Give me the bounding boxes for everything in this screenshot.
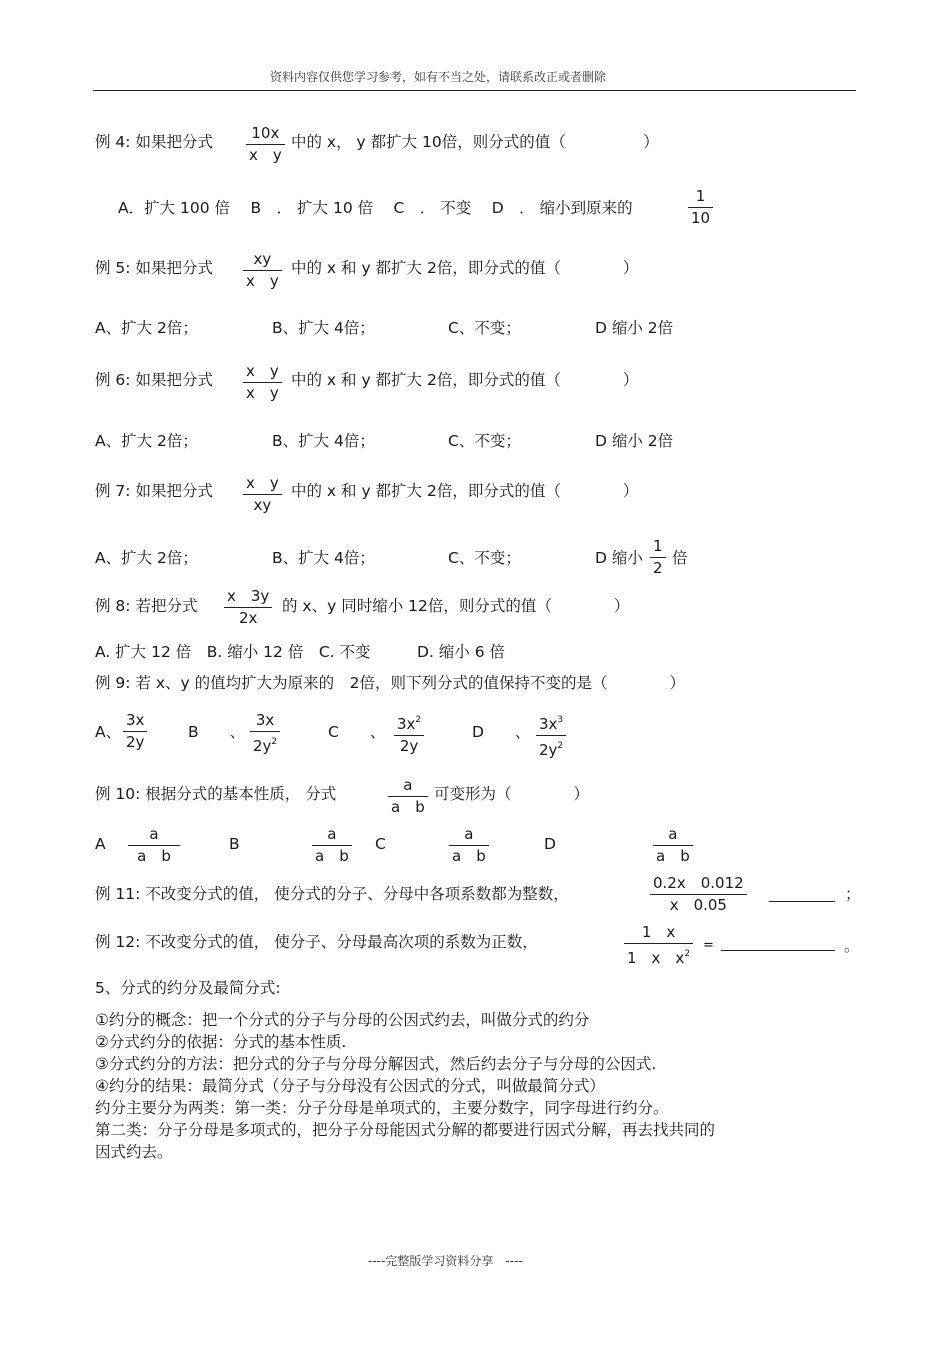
page-header: 资料内容仅供您学习参考，如有不当之处，请联系改正或者删除 — [270, 70, 607, 84]
ex5-fraction: xy x y — [243, 250, 282, 291]
ex4-prefix: 例 4: 如果把分式 — [95, 133, 213, 151]
ex5-option-b: B、扩大 4倍； — [272, 319, 375, 337]
ex10-label-c: C — [375, 835, 386, 853]
section5-line-2: ②分式约分的依据：分式的基本性质. — [95, 1033, 347, 1051]
ex4-suffix: 中的 x， y 都扩大 10倍，则分式的值（ ） — [291, 133, 659, 151]
ex6-option-d: D 缩小 2倍 — [595, 432, 674, 450]
ex10-label-b: B — [229, 835, 240, 853]
ex7-option-a: A、扩大 2倍； — [95, 549, 198, 567]
ex10-fraction: a a b — [388, 776, 428, 817]
ex6-fraction: x y x y — [243, 362, 282, 403]
ex10-option-d-fraction: a a b — [653, 825, 693, 866]
ex5-option-d: D 缩小 2倍 — [595, 319, 674, 337]
section5-line-7: 因式约去。 — [95, 1143, 173, 1161]
ex10-suffix: 可变形为（ ） — [434, 785, 590, 803]
section5-line-1: ①约分的概念：把一个分式的分子与分母的公因式约去，叫做分式的约分 — [95, 1011, 590, 1029]
ex9-text: 例 9: 若 x、y 的值均扩大为原来的 2倍，则下列分式的值保持不变的是（ ） — [95, 674, 686, 692]
ex12-text: 例 12: 不改变分式的值， 使分子、分母最高次项的系数为正数， — [95, 933, 538, 951]
ex5-option-c: C、不变； — [448, 319, 521, 337]
ex11-answer-blank — [769, 901, 835, 902]
ex10-option-a-fraction: a a b — [128, 825, 180, 866]
ex9-option-c-fraction: $3x^2$ 2y — [394, 711, 424, 756]
ex5-prefix: 例 5: 如果把分式 — [95, 259, 213, 277]
ex6-suffix: 中的 x 和 y 都扩大 2倍，即分式的值（ ） — [291, 371, 639, 389]
section5-line-3: ③分式约分的方法：把分式的分子与分母分解因式，然后约去分子与分母的公因式. — [95, 1055, 657, 1073]
ex11-end: ； — [845, 885, 861, 903]
ex8-fraction: x 3y 2x — [224, 587, 272, 628]
ex7-option-d: D 缩小 — [595, 549, 643, 567]
ex6-option-b: B、扩大 4倍； — [272, 432, 375, 450]
section5-title: 5、分式的约分及最简分式: — [95, 979, 281, 997]
ex4-option-fraction: 1 10 — [688, 187, 713, 228]
ex10-label-d: D — [544, 835, 556, 853]
ex10-option-c-fraction: a a b — [449, 825, 489, 866]
ex12-equals: = — [703, 938, 714, 953]
section5-line-5: 约分主要分为两类：第一类：分子分母是单项式的，主要分数字，同字母进行约分。 — [95, 1099, 669, 1117]
ex11-text: 例 11: 不改变分式的值， 使分式的分子、分母中各项系数都为整数， — [95, 885, 569, 903]
ex12-end: 。 — [844, 937, 860, 955]
ex12-answer-blank — [721, 950, 835, 951]
ex6-option-a: A、扩大 2倍； — [95, 432, 198, 450]
section5-line-4: ④约分的结果：最简分式（分子与分母没有公因式的分式，叫做最简分式） — [95, 1077, 605, 1095]
ex4-options: A．扩大 100 倍 B ． 扩大 10 倍 C ． 不变 D ． 缩小到原来的 — [118, 199, 633, 217]
ex10-label-a: A — [95, 835, 106, 853]
ex5-option-a: A、扩大 2倍； — [95, 319, 198, 337]
ex12-fraction: 1 x 1 x $x^2$ — [624, 923, 693, 968]
ex10-prefix: 例 10: 根据分式的基本性质， 分式 — [95, 785, 337, 803]
ex9-label-d: D 、 — [472, 723, 531, 741]
ex11-fraction: 0.2x 0.012 x 0.05 — [650, 874, 747, 915]
ex9-option-d-fraction: $3x^3$ $2y^2$ — [536, 711, 566, 760]
ex4-denominator: x y — [249, 146, 282, 164]
ex10-option-b-fraction: a a b — [312, 825, 352, 866]
ex9-option-b-fraction: 3x $2y^2$ — [250, 711, 280, 756]
ex8-prefix: 例 8: 若把分式 — [95, 597, 198, 615]
ex6-prefix: 例 6: 如果把分式 — [95, 371, 213, 389]
ex7-fraction: x y xy — [243, 474, 282, 515]
ex4-fraction — [246, 124, 285, 165]
ex9-label-b: B 、 — [188, 723, 246, 741]
page-footer: ----完整版学习资料分享 ---- — [368, 1254, 523, 1268]
ex7-option-d-fraction: 1 2 — [650, 537, 666, 578]
ex8-suffix: 的 x、y 同时缩小 12倍，则分式的值（ ） — [282, 597, 630, 615]
ex6-option-c: C、不变； — [448, 432, 521, 450]
ex7-option-b: B、扩大 4倍； — [272, 549, 375, 567]
ex8-options: A. 扩大 12 倍 B. 缩小 12 倍 C. 不变 D. 缩小 6 倍 — [95, 643, 506, 661]
section5-line-6: 第二类：分子分母是多项式的，把分子分母能因式分解的都要进行因式分解，再去找共同的 — [95, 1121, 716, 1139]
ex9-option-a-fraction: 3x 2y — [123, 711, 147, 752]
ex7-option-c: C、不变； — [448, 549, 521, 567]
ex9-label-c: C 、 — [328, 723, 386, 741]
ex7-prefix: 例 7: 如果把分式 — [95, 482, 213, 500]
ex7-suffix: 中的 x 和 y 都扩大 2倍，即分式的值（ ） — [291, 482, 639, 500]
ex7-option-d-suffix: 倍 — [672, 549, 688, 567]
ex9-label-a: A、 — [95, 723, 122, 741]
header-rule — [93, 90, 856, 91]
ex4-numerator: 10x — [251, 124, 280, 142]
ex5-suffix: 中的 x 和 y 都扩大 2倍，即分式的值（ ） — [291, 259, 639, 277]
